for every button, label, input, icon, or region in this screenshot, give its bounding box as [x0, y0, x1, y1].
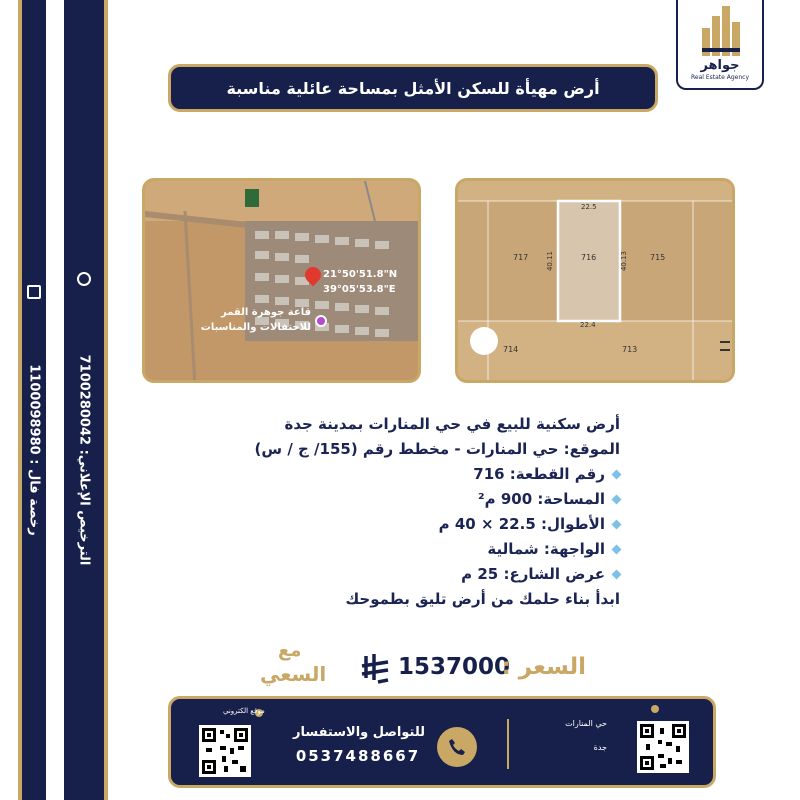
dim-right-label: 40.13 [620, 250, 629, 272]
logo-mark-icon [702, 6, 740, 56]
lot-715-label: 715 [650, 253, 666, 262]
with-commission-bottom: السعي [260, 662, 327, 686]
venue-pin-icon [315, 315, 327, 327]
lot-713-label: 713 [622, 345, 638, 354]
dim-bottom-label: 22.4 [580, 321, 596, 329]
phone-icon[interactable] [437, 727, 477, 767]
satellite-map-image [142, 178, 421, 383]
contact-title: للتواصل والاستفسار [292, 725, 426, 740]
bullet-icon [612, 545, 622, 555]
license-icon [27, 285, 41, 299]
tagline: ابدأ بناء حلمك من أرض تليق بطموحك [345, 590, 620, 608]
details-line-1: أرض سكنية للبيع في حي المنارات بمدينة جدة [284, 415, 620, 433]
fal-license-text: رخصة فال : 1100098980 [26, 364, 42, 536]
map-coord-lat: 21°50'51.8"N [323, 269, 398, 280]
headline-banner [168, 64, 658, 112]
website-label: موقع الكتروني [223, 707, 265, 715]
lot-716-label: 716 [581, 253, 597, 262]
dim-top-label: 22.5 [581, 203, 597, 211]
logo-name: جواهر [700, 58, 740, 73]
bullet-icon [612, 570, 622, 580]
street-width-text: عرض الشارع: 25 م [461, 565, 605, 583]
venue-label-1: قاعة جوهرة القمر [221, 307, 311, 318]
logo-subtitle: Real Estate Agency [691, 74, 749, 81]
dim-left-label: 40.11 [546, 250, 555, 272]
facade-text: الواجهة: شمالية [487, 540, 605, 558]
location-pin-icon [651, 705, 659, 713]
detail-facade [250, 537, 620, 562]
ad-license-text: الترخيص الإعلاني: 7100280042 [76, 354, 92, 566]
details-line-2: الموقع: حي المنارات - مخطط رقم (155/ ج / س) [254, 440, 620, 458]
with-commission-top: مع [278, 640, 302, 661]
dimensions-text: الأطوال: 22.5 × 40 م [438, 515, 605, 533]
headline-text: أرض مهيأة للسكن الأمثل بمساحة عائلية مناسبة [226, 78, 600, 98]
riyal-currency-icon [360, 654, 392, 684]
menu-icon[interactable] [720, 341, 730, 351]
bullet-icon [612, 470, 622, 480]
measure-icon[interactable] [470, 327, 498, 355]
venue-label-2: للاحتفالات والمناسبات [200, 322, 311, 333]
contact-phone[interactable]: 0537488667 [295, 747, 421, 765]
detail-street-width [250, 562, 620, 587]
location-district: حي المنارات [565, 719, 607, 728]
website-qr-code[interactable] [199, 725, 251, 777]
bullet-icon [612, 495, 622, 505]
lot-717-label: 717 [513, 253, 529, 262]
detail-dimensions [250, 512, 620, 537]
price-block [258, 640, 588, 696]
brand-logo [676, 0, 764, 90]
left-gold-stripe-2 [104, 0, 108, 800]
detail-area [250, 487, 620, 512]
bullet-icon [612, 520, 622, 530]
property-details [250, 412, 620, 612]
location-city: جدة [593, 743, 607, 752]
detail-plot-number [250, 462, 620, 487]
price-value: 1537000 [398, 654, 511, 680]
map-coord-lon: 39°05'53.8"E [323, 284, 396, 295]
ad-license-icon [77, 272, 91, 286]
plot-plan-image [455, 178, 735, 383]
lot-714-label: 714 [503, 345, 519, 354]
price-label: السعر : [501, 654, 586, 680]
area-text: المساحة: 900 م² [478, 490, 605, 508]
plot-number-text: رقم القطعة: 716 [473, 465, 605, 483]
location-qr-code[interactable] [637, 721, 689, 773]
footer-divider [507, 719, 509, 769]
contact-footer [168, 696, 716, 788]
